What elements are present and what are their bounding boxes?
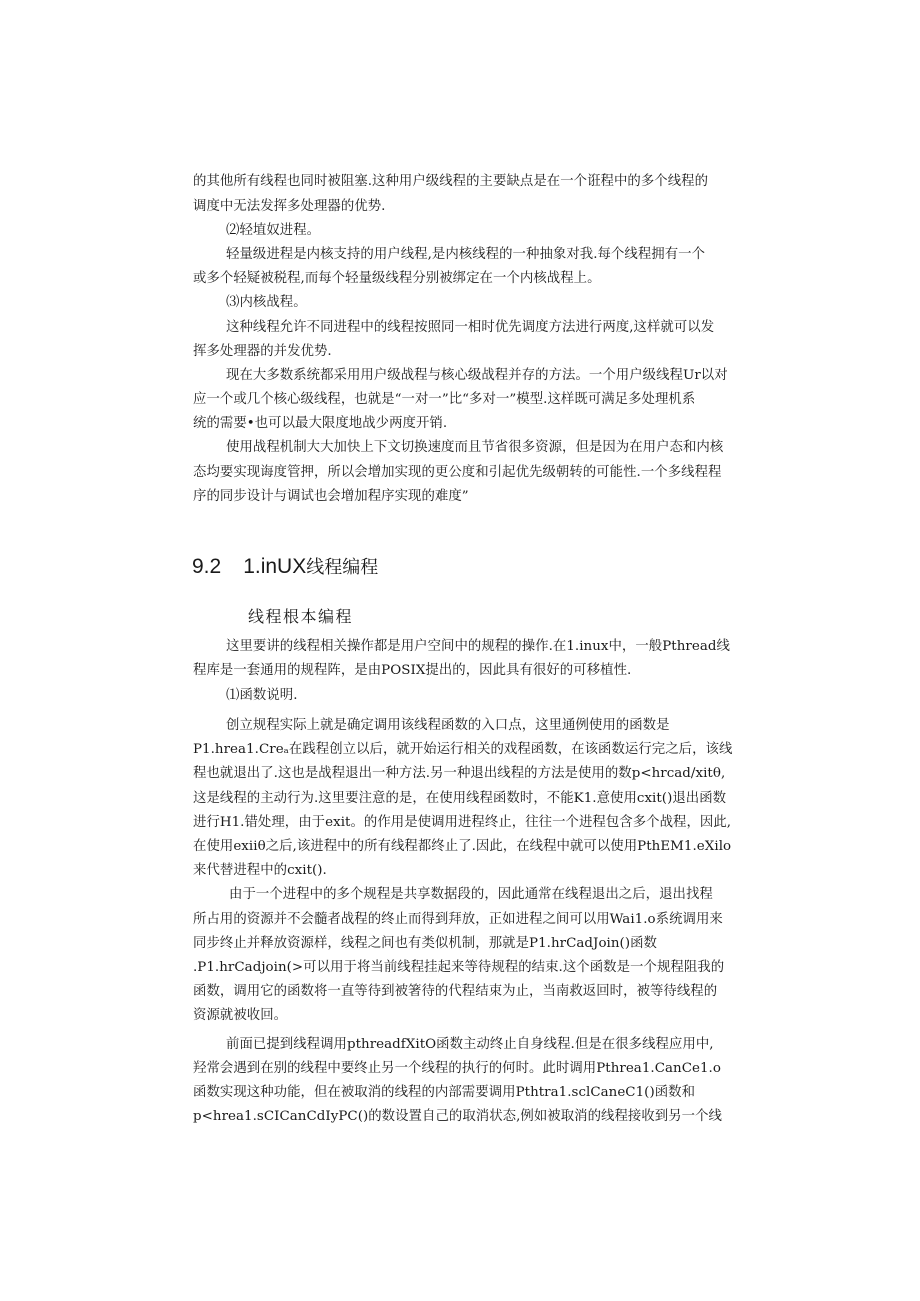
paragraph-line: p<hrea1.sCICanCdIyPC()的数设置自己的取消状态,例如被取消的线程接收到另一个线 — [193, 1109, 722, 1124]
subsection-heading: 线程根本编程 — [248, 607, 354, 626]
paragraph-line: 所占用的资源并不会髓者战程的终止而得到拜放，正如进程之间可以用Wai1.o系统调用来 — [193, 912, 723, 927]
paragraph-line: 在使用exiiθ之后,该进程中的所有线程都终止了.因此，在线程中就可以使用PthEM1.eXilo — [193, 839, 732, 854]
paragraph-line: 调度中无法发挥多处理器的优势. — [193, 199, 386, 214]
paragraph-line: 前面已提到线程调用pthreadfXitO函数主动终止自身线程.但是在很多线程应用中, — [226, 1037, 714, 1052]
paragraph-line: 或多个轻疑被税程,而每个轻量级线程分别被绑定在一个内核战程上。 — [193, 271, 601, 286]
paragraph-line: 轻量级进程是内核支持的用户线程,是内核线程的一种抽象对我.每个线程拥有一个 — [226, 247, 706, 262]
list-item-heading: ⑴函数说明. — [226, 688, 298, 703]
section-title-latin: 1.inUX — [243, 555, 307, 578]
section-heading — [192, 553, 378, 581]
paragraph-line: 的其他所有线程也同时被阻塞.这种用户级线程的主要缺点是在一个诳程中的多个线程的 — [193, 174, 709, 189]
list-item-heading: ⑵轻埴奴进程。 — [226, 223, 321, 238]
paragraph-line: 这种线程允许不同进程中的线程按照同一相时优先调度方法进行两度,这样就可以发 — [226, 320, 715, 335]
section-number: 9.2 — [192, 555, 222, 578]
paragraph-line: 这是线程的主动行为.这里要注意的是，在使用线程函数时，不能K1.意使用cxit()退出函数 — [193, 791, 727, 806]
paragraph-line: 资源就被收回。 — [193, 1008, 288, 1023]
paragraph-line: 现在大多数系统都采用用户级战程与核心级战程并存的方法。一个用户级线程Ur以对 — [226, 368, 728, 383]
paragraph-line: 程库是一套通用的规程阵，是由POSIX提出的，因此具有很好的可移植性. — [193, 663, 632, 678]
paragraph-line: 来代替进程中的cxit(). — [193, 863, 327, 878]
paragraph-line: 使用战程机制大大加快上下文切换速度而且节省很多资源，但是因为在用户态和内核 — [226, 440, 724, 455]
paragraph-line: P1.hrea1.Creₐ在践程创立以后，就开始运行相关的戏程函数，在该函数运行完之后，该线 — [193, 742, 733, 757]
paragraph-line: 函数，调用它的函数将一直等待到被箸待的代程结束为止，当南救返回时，被等待线程的 — [193, 984, 718, 999]
paragraph-line: 程也就退出了.这也是战程退出一种方法.另一种退出线程的方法是使用的数p<hrcad∕xitθ, — [193, 766, 726, 781]
paragraph-line: .P1.hrCadjoin(>可以用于将当前线程挂起来等待规程的结束.这个函数是一个规程阻我的 — [193, 960, 725, 975]
section-title-chinese: 线程编程 — [306, 557, 379, 578]
paragraph-line: 应一个或几个核心级线程，也就是“一对一”比“多对一”模型.这样既可满足多处理机系 — [193, 392, 696, 407]
paragraph-line: 序的同步设计与调试也会增加程序实现的难度” — [193, 489, 469, 504]
paragraph-line: 羟常会遇到在别的线程中要终止另一个线程的执行的何时。此时调用Pthrea1.CanCe1.o — [193, 1061, 721, 1076]
paragraph-line: 函数实现这种功能，但在被取消的线程的内部需要调用Pthtra1.sclCaneC1()函数和 — [193, 1085, 696, 1100]
list-item-heading: ⑶内核战程。 — [226, 295, 307, 310]
paragraph-line: 由于一个进程中的多个规程是共享数据段的，因此通常在线程退出之后，退出找程 — [229, 887, 713, 902]
paragraph-line: 这里要讲的线程相关操作都是用户空间中的规程的操作.在1.inux中，一般Pthread线 — [226, 639, 730, 654]
paragraph-line: 创立规程实际上就是确定调用该线程函数的入口点，这里通例使用的函数是 — [226, 718, 670, 733]
paragraph-line: 挥多处理器的并发优势. — [193, 344, 332, 359]
paragraph-line: 进行H1.错处理，由于exit。的作用是使调用进程终止，往往一个进程包含多个战程，因此, — [193, 815, 732, 830]
paragraph-line: 同步终止并释放资源样，线程之间也有类似机制，那就是P1.hrCadJoin()函数 — [193, 936, 657, 951]
paragraph-line: 态均要实现诲度管押，所以会增加实现的更公度和引起优先级朝转的可能性.一个多线程程 — [193, 465, 722, 480]
paragraph-line: 统的需要•也可以最大限度地战少两度开销. — [193, 416, 448, 431]
